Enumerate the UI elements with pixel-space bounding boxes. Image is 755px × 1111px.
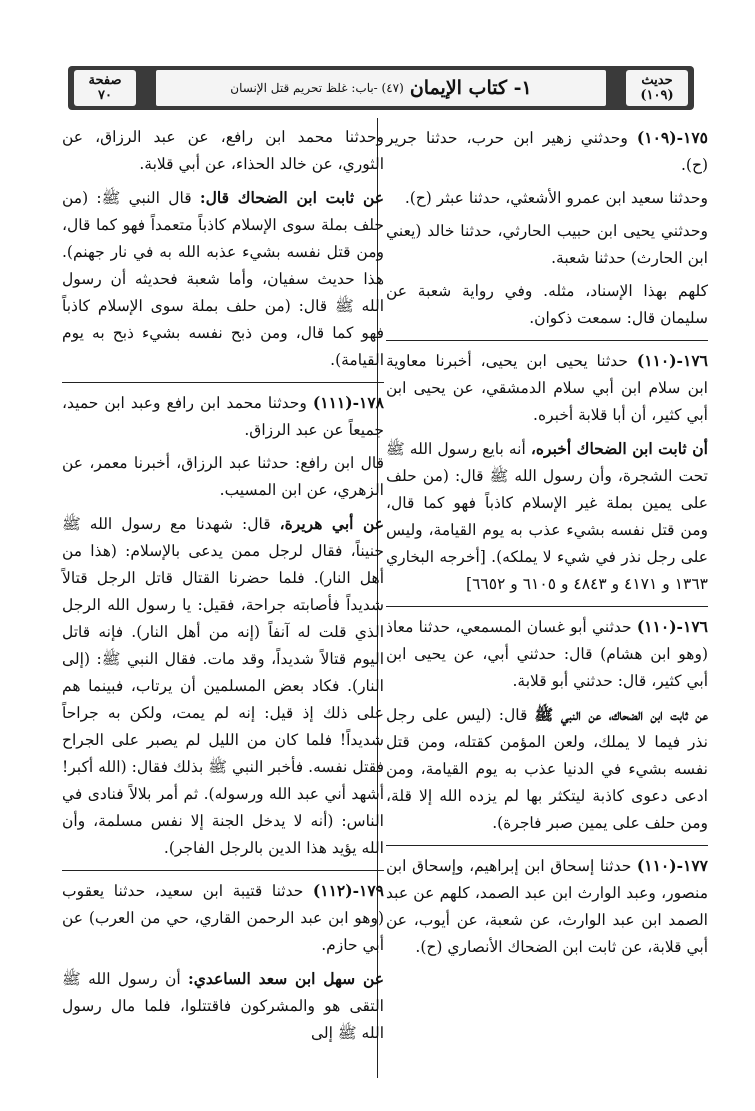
paragraph [386,278,708,332]
paragraph-text: كلهم بهذا الإسناد، مثله. وفي رواية شعبة عن سليمان قال: سمعت ذكوان. [386,282,708,327]
page-label: صفحة [88,73,122,88]
paragraph-text: قال النبي ﷺ: (من حلف بملة سوى الإسلام كاذباً متعمداً فهو كما قال، ومن قتل نفسه بشيء عذبه الله به في نار جهنم). هذا حديث سفيان، وأما شعبة فحديثه أن رسول الله ﷺ قال: (من حلف بملة سوى الإسلام كاذباً فهو كما قال، ومن ذبح نفسه بشيء ذبح به يوم القيامة). [62,189,384,369]
page-header [68,66,694,110]
hadith-number: ١٧٦-(١١٠) [636,617,708,636]
hadith-label: حديث [641,73,673,88]
hadith-block [62,871,384,1055]
hadith-block [386,341,708,607]
paragraph [386,852,708,961]
paragraph-text: حدثني أبو غسان المسمعي، حدثنا معاذ (وهو ابن هشام) قال: حدثني أبي، عن يحيى ابن أبي كثير، قال: حدثني أبو قلابة. [386,618,708,690]
paragraph [386,124,708,179]
paragraph [386,347,708,429]
hadith-block [386,846,708,969]
narrator-lead: عن ثابت ابن الضحاك قال: [199,188,385,207]
left-column [62,118,384,1078]
paragraph [62,965,384,1047]
title-box [156,70,606,106]
paragraph [62,124,384,178]
paragraph-text: وحدثنا محمد ابن رافع وعبد ابن حميد، جميعاً عن عبد الرزاق. [62,394,384,439]
paragraph [62,877,384,959]
paragraph [62,450,384,504]
paragraph [386,701,708,837]
book-title: ١- كتاب الإيمان [409,76,532,99]
hadith-number-box [626,70,688,106]
narrator-lead: عن سهل ابن سعد الساعدي: [188,969,384,988]
hadith-number: ١٧٦-(١١٠) [636,351,708,370]
narrator-lead: عن ثابت ابن الضحاك، عن النبي ﷺ [534,705,708,724]
paragraph [386,185,708,212]
paragraph [62,510,384,862]
hadith-number: ١٧٩-(١١٢) [312,881,384,900]
paragraph-text: حدثنا إسحاق ابن إبراهيم، وإسحاق ابن منصور، وعبد الوارث ابن عبد الصمد، كلهم عن عبد الصمد ابن عبد الوارث، عن شعبة، عن أيوب، عن أبي قلابة، عن ثابت ابن الضحاك الأنصاري (ح). [386,857,708,956]
right-column [386,118,708,1078]
paragraph [386,435,708,598]
paragraph [62,184,384,374]
hadith-number: ١٧٥-(١٠٩) [636,128,708,147]
paragraph [386,613,708,695]
hadith-number: (١٠٩) [640,88,674,103]
paragraph-text: قال: (ليس على رجل نذر فيما لا يملك، ولعن المؤمن كقتله، ومن قتل نفسه بشيء في الدنيا عذب به يوم القيامة، ومن ادعى دعوى كاذبة ليتكثر بها لم يزده الله إلا قلة، ومن حلف على يمين صبر فاجرة). [386,706,708,832]
hadith-block [62,118,384,383]
hadith-number: ١٧٨-(١١١) [312,393,384,412]
page-number-box [74,70,136,106]
paragraph-text: قال ابن رافع: حدثنا عبد الرزاق، أخبرنا معمر، عن الزهري، عن ابن المسيب. [62,454,384,499]
hadith-block [386,607,708,846]
chapter-title: (٤٧) -باب: غلظ تحريم قتل الإنسان [230,80,404,95]
paragraph-text: حدثنا يحيى ابن يحيى، أخبرنا معاوية ابن سلام ابن أبي سلام الدمشقي، عن يحيى ابن أبي كثير، أن أبا قلابة أخبره. [386,352,708,424]
paragraph-text: وحدثني زهير ابن حرب، حدثنا جرير (ح). [386,129,708,174]
paragraph-text: وحدثني يحيى ابن حبيب الحارثي، حدثنا خالد (يعني ابن الحارث) حدثنا شعبة. [386,222,708,267]
hadith-block [386,118,708,341]
paragraph [386,218,708,272]
paragraph-text: قال: شهدنا مع رسول الله ﷺ حنيناً، فقال لرجل ممن يدعى بالإسلام: (هذا من أهل النار). فلما حضرنا القتال قاتل الرجل قتالاً شديداً فأصابته جراحة، فقيل: يا رسول الله الرجل الذي قلت له آنفاً (إنه من أهل النار). فإنه قاتل اليوم قتالاً شديداً، وقد مات. فقال النبي ﷺ: (إلى النار). فكاد بعض المسلمين أن يرتاب، فبينما هم على ذلك إذ قيل: إنه لم يمت، ولكن به جراحاً شديداً! فلما كان من الليل لم يصبر على الجراح فقتل نفسه. فأخبر النبي ﷺ بذلك فقال: (الله أكبر! أشهد أني عبد الله ورسوله). ثم أمر بلالاً فنادى في الناس: (أنه لا يدخل الجنة إلا نفس مسلمة، وأن الله يؤيد هذا الدين بالرجل الفاجر). [62,515,384,857]
narrator-lead: أن ثابت ابن الضحاك أخبره، [530,439,708,458]
page-number: ٧٠ [98,88,112,103]
paragraph-text: وحدثنا سعيد ابن عمرو الأشعثي، حدثنا عبثر (ح). [404,189,708,207]
paragraph-text: وحدثنا محمد ابن رافع، عن عبد الرزاق، عن الثوري، عن خالد الحذاء، عن أبي قلابة. [62,128,384,173]
hadith-number: ١٧٧-(١١٠) [636,856,708,875]
paragraph [62,389,384,444]
hadith-block [62,383,384,871]
paragraph-text: أنه بايع رسول الله ﷺ تحت الشجرة، وأن رسول الله ﷺ قال: (من حلف على يمين بملة غير الإسلام كاذباً فهو كما قال، ومن قتل نفسه بشيء عذب به يوم القيامة، وليس على رجل نذر في شيء لا يملكه). [أخرجه البخاري ١٣٦٣ و ٤١٧١ و ٤٨٤٣ و ٦١٠٥ و ٦٦٥٢] [386,440,708,593]
paragraph-text: أن رسول الله ﷺ التقى هو والمشركون فاقتتلوا، فلما مال رسول الله ﷺ إلى [62,970,384,1042]
paragraph-text: حدثنا قتيبة ابن سعيد، حدثنا يعقوب (وهو ابن عبد الرحمن القاري، حي من العرب) عن أبي حازم. [62,882,384,954]
narrator-lead: عن أبي هريرة، [279,514,384,533]
